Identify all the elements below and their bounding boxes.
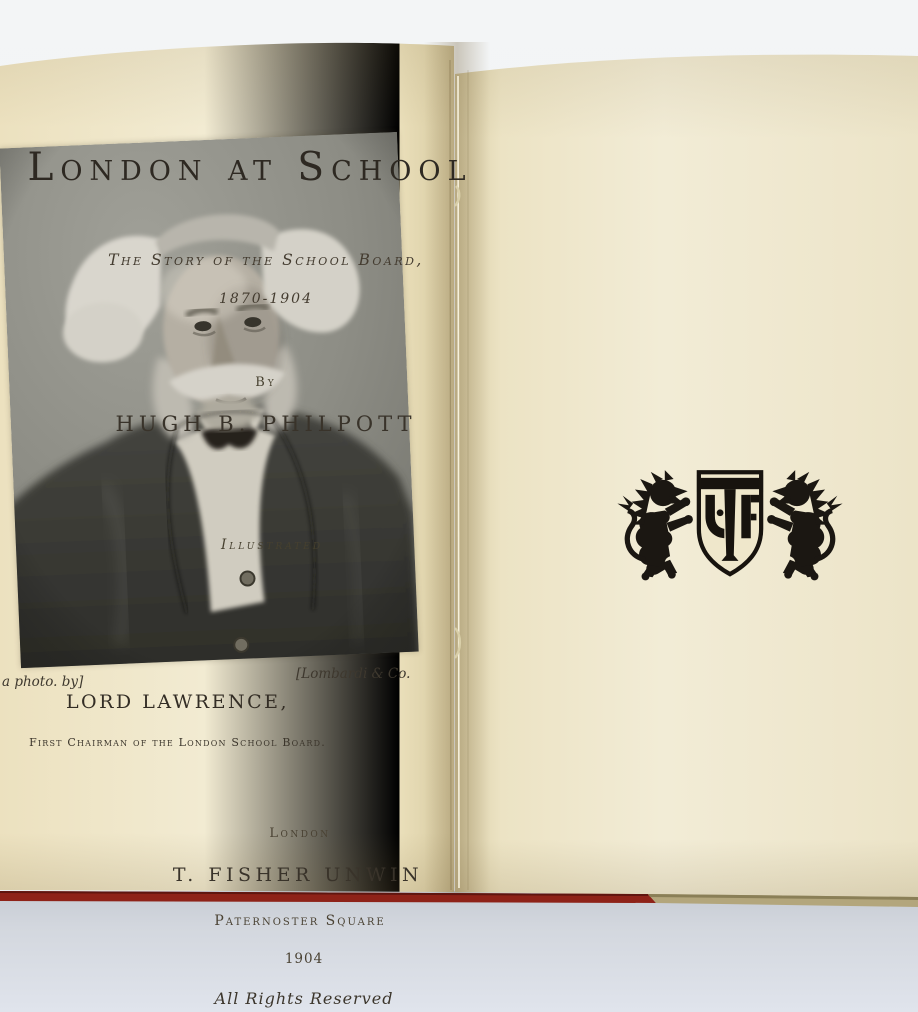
- imprint-city: London: [269, 826, 331, 841]
- publisher-shield-lions-icon: [612, 460, 848, 592]
- book-subtitle: The Story of the School Board,: [108, 251, 424, 269]
- photo-credit-right: [Lombardi & Co.: [296, 666, 411, 682]
- book-title: London at School: [27, 145, 473, 190]
- left-lion-rampant: [617, 470, 693, 580]
- imprint-address: Paternoster Square: [214, 913, 386, 929]
- right-lion-rampant: [767, 470, 843, 580]
- lord-lawrence-portrait: [0, 132, 419, 668]
- publisher-device: [458, 460, 918, 596]
- by-label: By: [255, 375, 277, 390]
- illustrated-label: Illustrated: [220, 537, 324, 553]
- author-name: HUGH B. PHILPOTT: [115, 412, 417, 436]
- portrait-caption-title: LORD LAWRENCE,: [65, 691, 290, 713]
- portrait-photo-plate: [0, 132, 419, 668]
- rights-notice: All Rights Reserved: [214, 989, 394, 1008]
- imprint-year: 1904: [284, 951, 324, 967]
- book-subtitle-years: 1870-1904: [219, 291, 313, 307]
- portrait-caption-subtitle: First Chairman of the London School Board.: [29, 736, 326, 749]
- photo-credit-left: a photo. by]: [2, 674, 84, 690]
- imprint-publisher: T. FISHER UNWIN: [172, 864, 424, 886]
